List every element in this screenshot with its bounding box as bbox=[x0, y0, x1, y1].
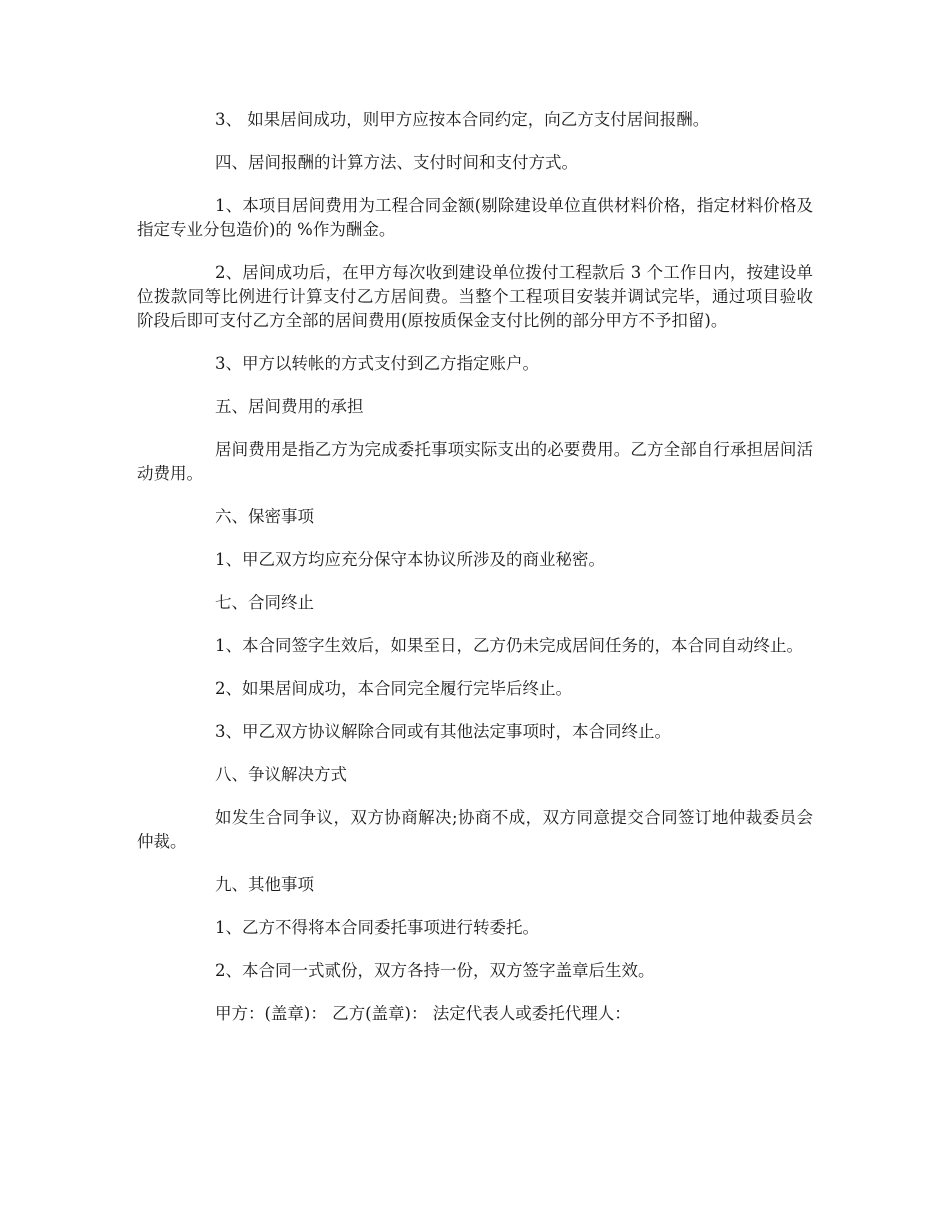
section-7-heading: 七、合同终止 bbox=[215, 593, 314, 612]
clause-4-1-fee-basis: 1、本项目居间费用为工程合同金额(剔除建设单位直供材料价格，指定材料价格及指定专业分包造价)的 %作为酬金。 bbox=[137, 196, 813, 239]
document-body bbox=[137, 108, 813, 1045]
section-4-heading: 四、居间报酬的计算方法、支付时间和支付方式。 bbox=[215, 153, 578, 172]
clause-7-3-mutual-termination: 3、甲乙双方协议解除合同或有其他法定事项时，本合同终止。 bbox=[215, 722, 671, 741]
clause-5-expense-bearing: 居间费用是指乙方为完成委托事项实际支出的必要费用。乙方全部自行承担居间活动费用。 bbox=[137, 440, 813, 483]
clause-7-1-auto-termination: 1、本合同签字生效后，如果至日，乙方仍未完成居间任务的，本合同自动终止。 bbox=[215, 636, 803, 655]
clause-6-1-confidentiality: 1、甲乙双方均应充分保守本协议所涉及的商业秘密。 bbox=[215, 550, 605, 569]
clause-9-1-no-subdelegation: 1、乙方不得将本合同委托事项进行转委托。 bbox=[215, 918, 539, 937]
clause-4-3-payment-method: 3、甲方以转帐的方式支付到乙方指定账户。 bbox=[215, 354, 539, 373]
section-5-heading: 五、居间费用的承担 bbox=[215, 397, 364, 416]
clause-7-2-completion-termination: 2、如果居间成功，本合同完全履行完毕后终止。 bbox=[215, 679, 572, 698]
clause-8-dispute-resolution: 如发生合同争议，双方协商解决;协商不成，双方同意提交合同签订地仲裁委员会仲裁。 bbox=[137, 808, 813, 851]
section-6-heading: 六、保密事项 bbox=[215, 507, 314, 526]
clause-3-successful-brokerage: 3、 如果居间成功，则甲方应按本合同约定，向乙方支付居间报酬。 bbox=[215, 110, 710, 129]
section-8-heading: 八、争议解决方式 bbox=[215, 765, 347, 784]
signature-line: 甲方：(盖章)： 乙方(盖章)： 法定代表人或委托代理人： bbox=[215, 1004, 631, 1023]
section-9-heading: 九、其他事项 bbox=[215, 875, 314, 894]
clause-9-2-copies-effect: 2、本合同一式贰份，双方各持一份，双方签字盖章后生效。 bbox=[215, 961, 655, 980]
clause-4-2-payment-timing: 2、居间成功后，在甲方每次收到建设单位拨付工程款后 3 个工作日内，按建设单位拨款同等比例进行计算支付乙方居间费。当整个工程项目安装并调试完毕，通过项目验收阶段后即可支付乙方全部的居间费用(原按质保金支付比例的部分甲方不予扣留)。 bbox=[137, 263, 813, 330]
